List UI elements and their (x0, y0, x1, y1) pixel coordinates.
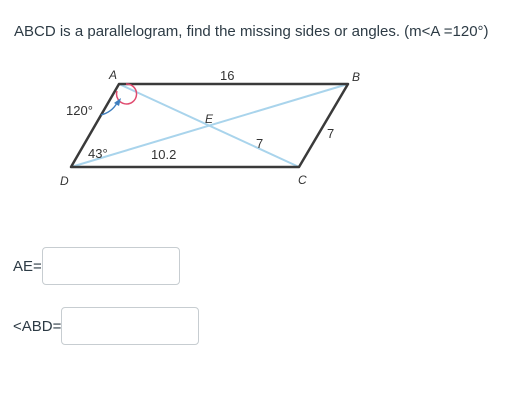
question-text: ABCD is a parallelogram, find the missing sides or angles. (m<A =120°) (14, 23, 489, 40)
vertex-a-label: A (109, 68, 118, 82)
angle-a-label: 120° (66, 103, 93, 118)
abd-label: <ABD= (13, 317, 62, 335)
ae-answer-input[interactable] (42, 247, 180, 285)
segment-de-label: 10.2 (151, 147, 177, 162)
vertex-e-label: E (205, 112, 214, 126)
side-bc-label: 7 (327, 126, 335, 141)
ae-label: AE= (13, 257, 42, 275)
answer-row-abd (13, 307, 199, 345)
vertex-b-label: B (352, 70, 361, 84)
abd-answer-input[interactable] (61, 307, 199, 345)
answer-row-ae (13, 247, 180, 285)
segment-ec-label: 7 (256, 136, 264, 151)
side-ab-label: 16 (220, 68, 235, 83)
angle-d-label: 43° (88, 146, 108, 161)
vertex-d-label: D (60, 174, 69, 188)
vertex-c-label: C (298, 173, 307, 187)
